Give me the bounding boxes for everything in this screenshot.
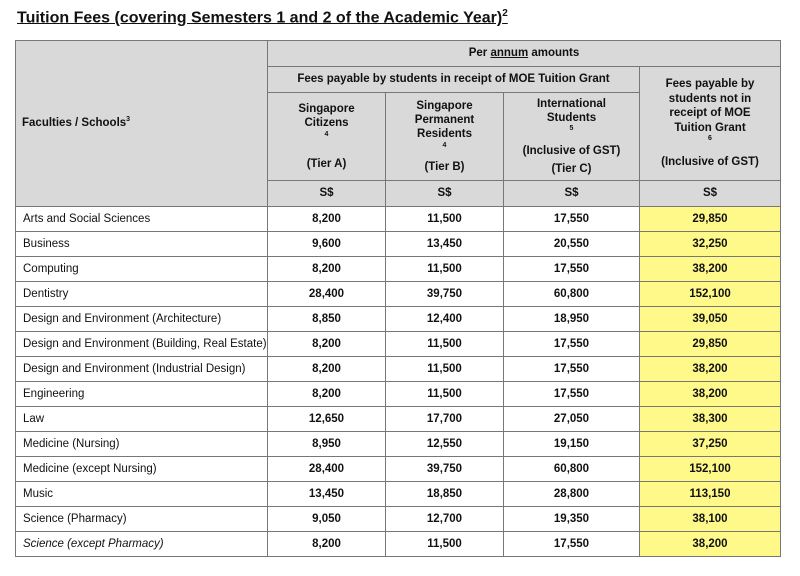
- fee-tier-b: 11,500: [386, 532, 504, 557]
- faculty-name: Business: [16, 232, 268, 257]
- fee-tier-c: 17,550: [504, 332, 640, 357]
- fee-tier-c: 17,550: [504, 207, 640, 232]
- faculty-name: Design and Environment (Architecture): [16, 307, 268, 332]
- faculty-name: Arts and Social Sciences: [16, 207, 268, 232]
- fee-nongrant: 38,300: [640, 407, 781, 432]
- fee-tier-a: 8,200: [268, 332, 386, 357]
- fee-nongrant: 38,200: [640, 257, 781, 282]
- grant-group-header: Fees payable by students in receipt of MOE Tuition Grant: [268, 67, 640, 93]
- table-row: [16, 207, 781, 232]
- faculty-name: Computing: [16, 257, 268, 282]
- currency-tier-c: S$: [504, 181, 640, 207]
- table-row: [16, 507, 781, 532]
- fee-nongrant: 29,850: [640, 332, 781, 357]
- title-footnote: 2: [502, 8, 508, 19]
- fee-tier-a: 8,850: [268, 307, 386, 332]
- fee-tier-b: 39,750: [386, 282, 504, 307]
- fee-tier-a: 8,200: [268, 357, 386, 382]
- faculty-name: Engineering: [16, 382, 268, 407]
- fee-tier-b: 11,500: [386, 207, 504, 232]
- fee-tier-a: 9,600: [268, 232, 386, 257]
- fee-tier-c: 17,550: [504, 532, 640, 557]
- fee-tier-c: 17,550: [504, 382, 640, 407]
- table-row: [16, 257, 781, 282]
- fee-tier-c: 27,050: [504, 407, 640, 432]
- table-row: [16, 432, 781, 457]
- table-row: [16, 382, 781, 407]
- table-row: [16, 282, 781, 307]
- fee-tier-c: 28,800: [504, 482, 640, 507]
- fee-tier-b: 12,550: [386, 432, 504, 457]
- faculty-name: Medicine (Nursing): [16, 432, 268, 457]
- currency-tier-b: S$: [386, 181, 504, 207]
- fee-nongrant: 113,150: [640, 482, 781, 507]
- table-row: [16, 232, 781, 257]
- fee-tier-b: 11,500: [386, 357, 504, 382]
- table-row: [16, 332, 781, 357]
- faculty-name: Design and Environment (Building, Real Estate): [16, 332, 268, 357]
- table-row: [16, 357, 781, 382]
- faculty-name: Medicine (except Nursing): [16, 457, 268, 482]
- fee-nongrant: 38,200: [640, 382, 781, 407]
- fee-tier-b: 39,750: [386, 457, 504, 482]
- faculty-header: Faculties / Schools$^3$: [16, 41, 268, 207]
- fee-nongrant: 152,100: [640, 457, 781, 482]
- faculty-name: Science (except Pharmacy): [16, 532, 268, 557]
- table-row: [16, 532, 781, 557]
- fee-tier-b: 12,700: [386, 507, 504, 532]
- table-row: [16, 407, 781, 432]
- header-singapore-citizens: Singapore Citizens $^4$ (Tier A): [268, 93, 386, 181]
- faculty-name: Design and Environment (Industrial Design): [16, 357, 268, 382]
- fee-tier-b: 17,700: [386, 407, 504, 432]
- faculty-name: Music: [16, 482, 268, 507]
- faculty-name: Law: [16, 407, 268, 432]
- table-row: [16, 457, 781, 482]
- nongrant-header: Fees payable by students not in receipt of MOE Tuition Grant $^6$ (Inclusive of GST): [640, 67, 781, 181]
- fee-tier-c: 19,350: [504, 507, 640, 532]
- fee-tier-c: 19,150: [504, 432, 640, 457]
- fee-tier-a: 13,450: [268, 482, 386, 507]
- fee-tier-a: 8,200: [268, 207, 386, 232]
- currency-tier-a: S$: [268, 181, 386, 207]
- fee-tier-c: 18,950: [504, 307, 640, 332]
- fee-tier-a: 28,400: [268, 282, 386, 307]
- fee-tier-b: 13,450: [386, 232, 504, 257]
- fee-tier-a: 8,200: [268, 382, 386, 407]
- tuition-fees-table: [15, 40, 781, 557]
- fee-nongrant: 152,100: [640, 282, 781, 307]
- currency-nongrant: S$: [640, 181, 781, 207]
- fee-tier-c: 60,800: [504, 282, 640, 307]
- fee-tier-a: 9,050: [268, 507, 386, 532]
- fee-tier-a: 8,950: [268, 432, 386, 457]
- fee-nongrant: 38,200: [640, 357, 781, 382]
- fee-tier-b: 11,500: [386, 257, 504, 282]
- table-row: [16, 482, 781, 507]
- fee-tier-b: 12,400: [386, 307, 504, 332]
- fee-nongrant: 39,050: [640, 307, 781, 332]
- header-permanent-residents: Singapore Permanent Residents $^4$ (Tier B): [386, 93, 504, 181]
- fee-nongrant: 37,250: [640, 432, 781, 457]
- per-annum-header: Per annum amounts: [268, 41, 781, 67]
- fee-tier-a: 12,650: [268, 407, 386, 432]
- fee-nongrant: 38,200: [640, 532, 781, 557]
- fee-nongrant: 38,100: [640, 507, 781, 532]
- fee-tier-a: 28,400: [268, 457, 386, 482]
- fee-tier-c: 20,550: [504, 232, 640, 257]
- fee-tier-c: 17,550: [504, 257, 640, 282]
- faculty-name: Dentistry: [16, 282, 268, 307]
- fee-tier-a: 8,200: [268, 532, 386, 557]
- fee-tier-a: 8,200: [268, 257, 386, 282]
- fee-nongrant: 32,250: [640, 232, 781, 257]
- fee-tier-b: 11,500: [386, 332, 504, 357]
- fee-tier-c: 17,550: [504, 357, 640, 382]
- faculty-name: Science (Pharmacy): [16, 507, 268, 532]
- page-title: Tuition Fees (covering Semesters 1 and 2 of the Academic Year)$^2$: [17, 8, 508, 27]
- fee-nongrant: 29,850: [640, 207, 781, 232]
- fee-tier-c: 60,800: [504, 457, 640, 482]
- table-row: [16, 307, 781, 332]
- fee-tier-b: 11,500: [386, 382, 504, 407]
- header-international-students: International Students $^5$ (Inclusive of GST) (Tier C): [504, 93, 640, 181]
- fee-tier-b: 18,850: [386, 482, 504, 507]
